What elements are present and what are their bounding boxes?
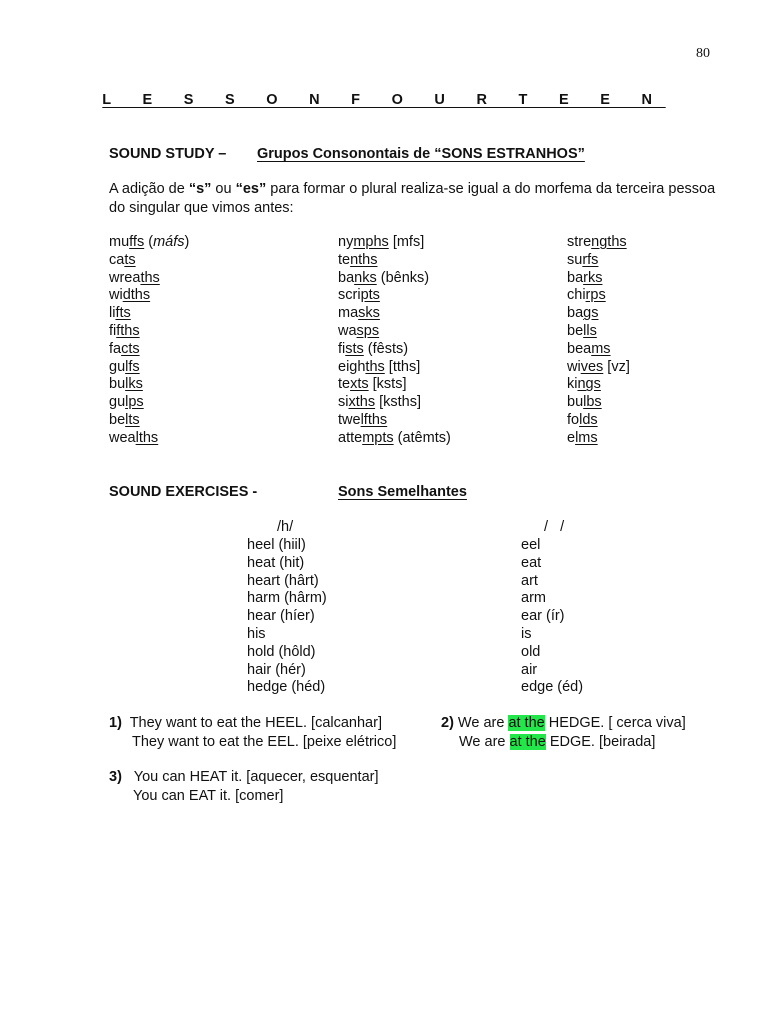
word-item <box>109 341 189 359</box>
h-word: his <box>247 625 266 642</box>
word-item <box>338 430 451 448</box>
page-number: 80 <box>696 46 710 61</box>
word-item <box>338 376 451 394</box>
word-item <box>567 270 630 288</box>
vowel-word: edge (éd) <box>521 679 584 696</box>
word-cluster: ngths <box>591 234 627 250</box>
word-stem: su <box>567 251 583 268</box>
word-stem: ba <box>567 305 584 322</box>
lesson-title <box>0 92 768 108</box>
word-stem: te <box>338 251 351 268</box>
h-word: heel (hiil) <box>247 537 306 553</box>
word-stem: te <box>338 376 351 393</box>
word-cluster: nks <box>354 269 377 286</box>
word-item <box>567 287 630 305</box>
word-stem: chi <box>567 287 586 304</box>
word-item <box>109 305 189 323</box>
word-stem: wrea <box>109 269 141 286</box>
word-stem: li <box>109 305 116 322</box>
word-stem: fi <box>109 322 117 339</box>
word-cluster: mphs <box>353 234 389 250</box>
word-cluster: ths <box>365 358 385 375</box>
word-cluster: lms <box>575 429 598 446</box>
exercise-3-line-2: You can EAT it. [comer] <box>133 788 284 804</box>
word-item <box>109 270 189 288</box>
exercise-2-line-2-post: EDGE. [beirada] <box>545 734 656 750</box>
word-stem: scri <box>338 287 361 304</box>
word-cluster: rps <box>585 287 606 304</box>
vowel-word: old <box>521 643 541 660</box>
word-cluster: ms <box>591 340 611 357</box>
word-item <box>567 359 630 377</box>
word-item <box>109 394 189 412</box>
word-stem: wi <box>567 358 581 375</box>
word-stem: gu <box>109 394 126 411</box>
word-cluster: sps <box>356 322 380 339</box>
word-note: ( <box>144 234 154 250</box>
sound-study-label: SOUND STUDY – <box>109 146 227 162</box>
word-cluster: rfs <box>582 251 599 268</box>
h-word: harm (hârm) <box>247 590 327 607</box>
word-cluster: nths <box>350 251 378 268</box>
h-word-list <box>247 537 327 697</box>
h-word: hear (híer) <box>247 608 315 625</box>
h-word: hold (hôld) <box>247 643 316 660</box>
word-cluster: sks <box>358 305 380 322</box>
word-stem: wea <box>109 429 136 446</box>
word-item <box>567 394 630 412</box>
word-cluster: sts <box>345 340 364 357</box>
word-note: (bênks) <box>376 269 430 286</box>
word-stem: atte <box>338 429 363 446</box>
word-cluster: ngs <box>577 376 601 393</box>
vowel-word: eat <box>521 554 542 571</box>
word-item <box>567 323 630 341</box>
word-cluster: xts <box>350 376 369 393</box>
word-stem: fa <box>109 340 122 357</box>
exercise-1-line-1: They want to eat the HEEL. [calcanhar] <box>121 715 382 731</box>
word-item <box>338 252 451 270</box>
word-cluster: lls <box>583 322 597 339</box>
word-cluster: pts <box>360 287 380 304</box>
vowel-word: is <box>521 625 532 642</box>
word-stem: gu <box>109 358 126 375</box>
word-cluster: fths <box>116 322 140 339</box>
word-stem: be <box>109 411 126 428</box>
word-stem: e <box>567 429 576 446</box>
exercise-1-number: 1) <box>109 715 122 731</box>
word-cluster: lps <box>125 394 144 411</box>
exercise-3-number: 3) <box>109 769 122 785</box>
word-note: [mfs] <box>388 234 425 250</box>
exercise-2-line-2 <box>459 733 655 752</box>
intro-text-2: para formar o plural realiza-se igual a do morfema da terceira pessoa do singular que vimos antes: <box>109 181 716 216</box>
h-word: heart (hârt) <box>247 572 319 589</box>
word-item <box>109 359 189 377</box>
exercise-2-number: 2) <box>441 715 454 731</box>
word-cluster: lfths <box>360 411 388 428</box>
word-stem: mu <box>109 234 130 250</box>
sound-exercises-label: SOUND EXERCISES - <box>109 484 258 500</box>
word-item <box>567 430 630 448</box>
exercise-1-line-2: They want to eat the EEL. [peixe elétrico] <box>132 734 397 750</box>
vowel-word: ear (ír) <box>521 608 565 625</box>
word-note: (fêsts) <box>363 340 409 357</box>
word-column-2 <box>338 234 451 448</box>
word-stem: eigh <box>338 358 366 375</box>
word-cluster: lds <box>579 411 598 428</box>
word-item <box>338 305 451 323</box>
word-cluster: lks <box>125 376 143 393</box>
word-stem: ny <box>338 234 354 250</box>
word-stem: wa <box>338 322 357 339</box>
word-item <box>567 341 630 359</box>
word-cluster: gs <box>583 305 599 322</box>
word-note: [ksts] <box>368 376 407 393</box>
word-item <box>567 412 630 430</box>
word-item <box>109 376 189 394</box>
word-stem: fi <box>338 340 346 357</box>
word-item <box>338 287 451 305</box>
word-item <box>338 234 451 252</box>
word-note: [tths] <box>384 358 421 375</box>
word-cluster: lts <box>125 411 140 428</box>
word-stem: ma <box>338 305 359 322</box>
word-cluster: fts <box>115 305 131 322</box>
word-note: [ksths] <box>375 394 422 411</box>
lesson-title-text: L E S S O N F O U R T E E N <box>102 92 666 108</box>
word-item <box>567 305 630 323</box>
intro-ou: ou <box>211 181 236 197</box>
intro-text-1: A adição de <box>109 181 189 197</box>
word-stem: stre <box>567 234 592 250</box>
word-note: (atêmts) <box>393 429 451 446</box>
word-cluster: ths <box>140 269 160 286</box>
word-stem: bea <box>567 340 592 357</box>
intro-paragraph <box>109 180 719 218</box>
exercise-2-highlight: at the <box>508 715 545 731</box>
word-item <box>338 341 451 359</box>
exercise-2-post: HEDGE. [ cerca viva] <box>544 715 686 731</box>
exercise-2-pre: We are <box>453 715 509 731</box>
exercise-2-line-2-pre: We are <box>459 734 510 750</box>
exercise-2-line-2-highlight: at the <box>509 734 546 750</box>
exercise-3 <box>109 768 379 787</box>
word-cluster: rks <box>583 269 603 286</box>
word-stem: ba <box>338 269 355 286</box>
word-item <box>109 323 189 341</box>
word-item <box>338 412 451 430</box>
word-item <box>109 252 189 270</box>
word-item <box>338 323 451 341</box>
word-item <box>109 430 189 448</box>
word-item <box>109 287 189 305</box>
word-item <box>567 234 630 252</box>
word-cluster: lbs <box>583 394 602 411</box>
word-pronunciation: máfs <box>153 234 185 250</box>
sound-exercises-subtitle: Sons Semelhantes <box>338 484 467 500</box>
word-cluster: ffs <box>129 234 145 250</box>
left-phoneme-header: /h/ <box>277 519 294 535</box>
word-stem: ba <box>567 269 584 286</box>
word-item <box>109 412 189 430</box>
h-word: heat (hit) <box>247 554 305 571</box>
exercise-3-line-1: You can HEAT it. [aquecer, esquentar] <box>121 769 379 785</box>
word-note: [vz] <box>603 358 630 375</box>
word-cluster: lfs <box>125 358 140 375</box>
word-stem: bu <box>567 394 584 411</box>
word-cluster: mpts <box>362 429 394 446</box>
word-column-3 <box>567 234 630 448</box>
h-word: hair (hér) <box>247 661 306 678</box>
word-cluster: cts <box>121 340 140 357</box>
word-column-1 <box>109 234 189 448</box>
h-word: hedge (héd) <box>247 679 326 696</box>
vowel-word: arm <box>521 590 546 607</box>
word-item <box>567 252 630 270</box>
word-cluster: ves <box>580 358 604 375</box>
vowel-word: air <box>521 661 538 678</box>
right-phoneme-header: / / <box>544 519 565 535</box>
exercise-2 <box>441 714 686 733</box>
word-stem: bu <box>109 376 126 393</box>
word-cluster: lths <box>135 429 159 446</box>
word-note-end: ) <box>184 234 190 250</box>
word-cluster: dths <box>122 287 151 304</box>
word-cluster: ts <box>124 251 136 268</box>
word-item <box>567 376 630 394</box>
exercise-1 <box>109 714 382 733</box>
word-stem: be <box>567 322 584 339</box>
word-cluster: xths <box>348 394 376 411</box>
intro-s: “s” <box>188 181 212 197</box>
word-stem: si <box>338 394 349 411</box>
word-item <box>338 270 451 288</box>
intro-es: “es” <box>235 181 267 197</box>
vowel-word-list <box>521 537 583 697</box>
word-stem: fo <box>567 411 580 428</box>
word-item <box>338 359 451 377</box>
vowel-word: art <box>521 572 538 589</box>
sound-study-subtitle: Grupos Consonontais de “SONS ESTRANHOS” <box>257 146 585 162</box>
word-stem: ca <box>109 251 125 268</box>
word-stem: ki <box>567 376 578 393</box>
word-item <box>338 394 451 412</box>
word-item <box>109 234 189 252</box>
word-stem: twe <box>338 411 361 428</box>
vowel-word: eel <box>521 537 541 553</box>
word-stem: wi <box>109 287 123 304</box>
